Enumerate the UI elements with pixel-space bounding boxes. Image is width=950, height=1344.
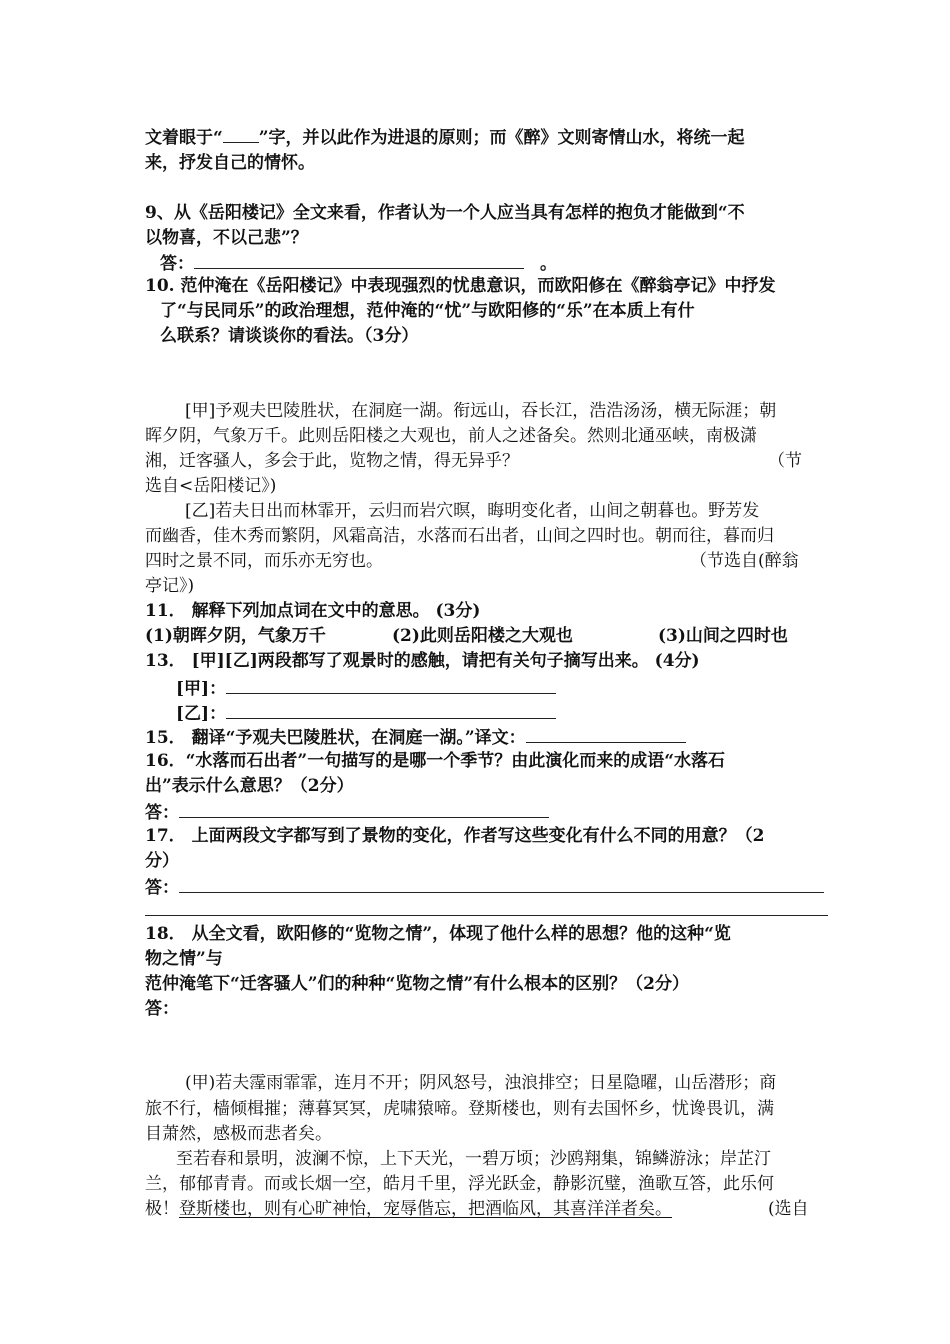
question-10-line-3: 么联系？请谈谈你的看法。（3分）: [160, 326, 419, 346]
line-text: ”字，并以此作为进退的原则；而《醉》文则寄情山水，将统一起: [258, 128, 745, 148]
answer-label: 答：: [145, 803, 179, 823]
answer-label: 答：: [145, 878, 179, 898]
passage-yi-line-1: [乙]若夫日出而林霏开，云归而岩穴暝，晦明变化者，山间之朝暮也。野芳发: [185, 501, 760, 521]
answer-yi-label: [乙]：: [176, 704, 227, 724]
question-16-line-2: 出”表示什么意思？（2分）: [145, 776, 354, 796]
passage-line-1: (甲)若夫霪雨霏霏，连月不开；阴风怒号，浊浪排空；日星隐曜，山岳潜形；商: [185, 1073, 777, 1093]
answer-line: [160, 250, 557, 276]
question-18-line-1: 18． 从全文看，欧阳修的“览物之情”，体现了他什么样的思想？他的这种“览: [145, 924, 731, 944]
passage-line-4: 至若春和景明，波澜不惊，上下天光，一碧万顷；沙鸥翔集，锦鳞游泳；岸芷汀: [176, 1149, 771, 1169]
answer-blank[interactable]: [179, 799, 549, 818]
answer-jia-label: [甲]：: [176, 679, 227, 699]
answer-yi: [176, 700, 556, 726]
question-10-line-2: 了“与民同乐”的政治理想，范仲淹的“忧”与欧阳修的“乐”在本质上有什: [160, 301, 695, 321]
answer-line: [145, 874, 824, 900]
question-9-line-1: 9、从《岳阳楼记》全文来看，作者认为一个人应当具有怎样的抱负才能做到“不: [145, 203, 745, 223]
passage-line-6: [145, 1197, 672, 1221]
passage-jia-source-start: （节: [768, 451, 802, 471]
question-11-item-3: (3)山间之四时也: [658, 626, 788, 646]
passage-yi-source-start: （节选自(醉翁: [690, 551, 799, 571]
passage-jia-line-3: 湘，迁客骚人，多会于此，览物之情，得无异乎？: [145, 451, 519, 471]
answer-label: 答：: [160, 254, 194, 274]
question-9-line-2: 以物喜，不以己悲”？: [145, 228, 308, 248]
end-period: 。: [540, 254, 557, 274]
passage-yi-line-2: 而幽香，佳木秀而繁阴，风霜高洁，水落而石出者，山间之四时也。朝而往，暮而归: [145, 526, 774, 546]
answer-blank[interactable]: [194, 250, 524, 269]
question-11-item-1: (1)朝晖夕阴，气象万千: [145, 626, 326, 646]
text-line: 来，抒发自己的情怀。: [145, 153, 315, 173]
question-18-line-3: 范仲淹笔下“迁客骚人”们的种种“览物之情”有什么根本的区别？（2分）: [145, 974, 689, 994]
fill-blank[interactable]: [223, 124, 259, 143]
translation-blank[interactable]: [526, 724, 686, 743]
question-10-line-1: 10. 范仲淹在《岳阳楼记》中表现强烈的忧患意识，而欧阳修在《醉翁亭记》中抒发: [145, 276, 776, 296]
passage-jia-line-2: 晖夕阴，气象万千。此则岳阳楼之大观也，前人之述备矣。然则北通巫峡，南极潇: [145, 426, 757, 446]
passage-line-3: 目萧然，感极而悲者矣。: [145, 1124, 332, 1144]
question-15-text: 15． 翻译“予观夫巴陵胜状，在洞庭一湖。”译文：: [145, 728, 526, 748]
passage-line-2: 旅不行，樯倾楫摧；薄暮冥冥，虎啸猿啼。登斯楼也，则有去国怀乡，忧谗畏讥，满: [145, 1099, 774, 1119]
passage-jia-source: 选自<岳阳楼记》): [145, 476, 277, 496]
question-11-item-2: (2)此则岳阳楼之大观也: [392, 626, 573, 646]
answer-rule[interactable]: [145, 915, 828, 916]
passage-yi-line-3: 四时之景不同，而乐亦无穷也。: [145, 551, 383, 571]
question-17-line-2: 分）: [145, 851, 179, 871]
passage-yi-source: 亭记》): [145, 576, 195, 596]
question-17-line-1: 17． 上面两段文字都写到了景物的变化，作者写这些变化有什么不同的用意？（2: [145, 826, 765, 846]
passage-source-start: (选自: [768, 1199, 809, 1219]
answer-line: [145, 799, 549, 825]
question-18-line-2: 物之情”与: [145, 949, 223, 969]
question-11: 11． 解释下列加点词在文中的意思。 (3分): [145, 601, 481, 621]
question-16-line-1: 16．“水落而石出者”一句描写的是哪一个季节？由此演化而来的成语“水落石: [145, 751, 725, 771]
underlined-sentence: 登斯楼也，则有心旷神怡，宠辱偕忘，把酒临风，其喜洋洋者矣。: [179, 1199, 672, 1219]
passage-jia-line-1: [甲]予观夫巴陵胜状，在洞庭一湖。衔远山，吞长江，浩浩汤汤，横无际涯；朝: [185, 401, 777, 421]
answer-yi-blank[interactable]: [226, 700, 556, 719]
line-text: 文着眼于“: [145, 128, 223, 148]
answer-jia-blank[interactable]: [226, 675, 556, 694]
answer-blank[interactable]: [179, 874, 824, 893]
answer-jia: [176, 675, 556, 701]
passage-text: 极！: [145, 1199, 179, 1219]
question-13: 13． [甲][乙]两段都写了观景时的感触，请把有关句子摘写出来。 (4分): [145, 651, 700, 671]
text-line: [145, 124, 745, 150]
answer-label: 答：: [145, 999, 179, 1019]
passage-line-5: 兰，郁郁青青。而或长烟一空，皓月千里，浮光跃金，静影沉璧，渔歌互答，此乐何: [145, 1174, 774, 1194]
question-15: [145, 724, 686, 750]
